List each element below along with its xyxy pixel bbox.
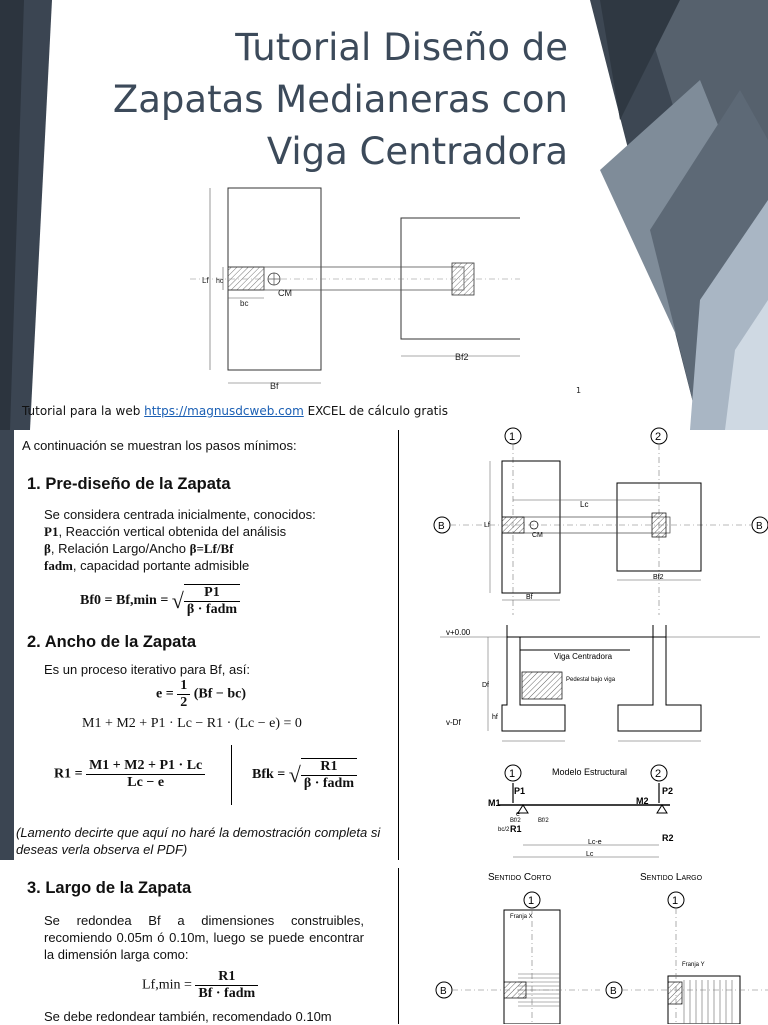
subtitle-prefix: Tutorial para la web — [22, 404, 141, 418]
slide-lf-label: Lf — [202, 276, 209, 285]
slide-bf-label: Bf — [270, 381, 279, 391]
slide-title-line-3: Viga Centradora — [266, 130, 568, 173]
left-decorative-strip — [0, 430, 14, 860]
bf-half-label-2: Bf/2 — [538, 818, 549, 824]
p2-label: P2 — [662, 786, 674, 796]
slide-bf2-label: Bf2 — [455, 352, 469, 362]
axis-2-label: 2 — [655, 431, 662, 443]
title-slide — [0, 0, 768, 430]
fadm-symbol: fadm — [44, 558, 73, 573]
viga-label: Viga Centradora — [554, 652, 613, 661]
df-label: Df — [482, 682, 489, 689]
website-link[interactable]: https://magnusdcweb.com — [144, 404, 304, 418]
sentido-corto-label: Sentido Corto — [488, 872, 552, 883]
sentido-largo-label: Sentido Largo — [640, 872, 703, 883]
formula-bf0-num: P1 — [184, 585, 240, 602]
level-bottom-label: v-Df — [446, 718, 461, 727]
slide-title-line-2: Zapatas Medianeras con — [112, 78, 568, 121]
formula-lf — [142, 969, 258, 1002]
bf2-label: Bf2 — [653, 574, 664, 581]
m2-label: M2 — [636, 796, 649, 806]
formula-lf-num: R1 — [195, 969, 258, 986]
formula-lf-den: Bf · fadm — [198, 986, 256, 1001]
step1-heading: 1. Pre-diseño de la Zapata — [27, 475, 231, 493]
p1-description: , Reacción vertical obtenida del análisis — [58, 524, 287, 539]
model-axis-2: 2 — [655, 768, 662, 780]
slide-title — [48, 22, 568, 178]
franja-y-label: Franja Y — [682, 962, 705, 968]
structural-diagram — [400, 425, 768, 865]
strip-axis-b-right: B — [610, 986, 617, 997]
lc-label: Lc — [580, 500, 589, 509]
fadm-description: , capacidad portante admisible — [72, 558, 250, 573]
slide-hc-label: hc — [216, 278, 224, 285]
formula-lf-lhs: Lf,min = — [142, 977, 192, 993]
beta-description: , Relación Largo/Ancho — [50, 541, 190, 556]
step3-last-line: Se debe redondear también, recomendado 0.10m — [44, 1009, 332, 1024]
step2-heading: 2. Ancho de la Zapata — [27, 633, 197, 651]
step1-body — [44, 506, 384, 574]
modelo-label: Modelo Estructural — [552, 767, 628, 777]
model-axis-1: 1 — [509, 768, 516, 780]
pedestal-label: Pedestal bajo viga — [566, 677, 616, 683]
formula-moment: M1 + M2 + P1 · Lc − R1 · (Lc − e) = 0 — [82, 716, 302, 731]
slide-title-line-1: Tutorial Diseño de — [235, 26, 568, 69]
subtitle-suffix: EXCEL de cálculo gratis — [307, 404, 448, 418]
formula-bfk-lhs: Bfk = — [252, 767, 286, 783]
axis-1-label: 1 — [509, 431, 516, 443]
formula-bf0: Bf0 = Bf,min = √ $\frac{P1}{\text{β · fadm}}$ — [80, 584, 240, 618]
axis-b-left-label: B — [438, 521, 445, 532]
lc-model-label: Lc — [586, 851, 594, 858]
formula-bfk-den: β · fadm — [303, 776, 354, 791]
beta-equation: β=Lf/Bf — [189, 541, 234, 556]
formula-e-lhs: e = — [156, 686, 174, 702]
formula-r1-den: Lc − e — [127, 775, 165, 790]
note-text: (Lamento decirte que aquí no haré la demostración completa si deseas verla observa el PDF) — [16, 825, 381, 857]
bf-half-label-1: Bf/2 — [510, 818, 521, 824]
franja-x-label: Franja X — [510, 914, 533, 920]
formula-e — [156, 678, 246, 711]
column-separator-2 — [398, 868, 399, 1024]
p1-symbol: P1 — [44, 524, 59, 539]
formula-e-num: 1 — [177, 678, 190, 695]
strip-diagram — [400, 866, 768, 1024]
formula-bfk-num: R1 — [301, 759, 357, 776]
formula-bf0-den: β · fadm — [186, 602, 238, 617]
bc-half-label: bc/2 — [498, 827, 510, 833]
step3-heading: 3. Largo de la Zapata — [27, 879, 192, 897]
intro-text: A continuación se muestran los pasos mínimos: — [22, 438, 297, 453]
formula-e-rhs: (Bf − bc) — [193, 686, 247, 702]
m1-label: M1 — [488, 798, 501, 808]
formula-r1-lhs: R1 = — [54, 766, 83, 782]
formula-divider — [231, 745, 232, 805]
r2-label: R2 — [662, 833, 674, 843]
column-separator-1 — [398, 430, 399, 860]
formula-r1 — [54, 758, 205, 791]
bf-label: Bf — [526, 594, 533, 601]
r1-label: R1 — [510, 824, 522, 834]
level-top-label: v+0.00 — [446, 628, 471, 637]
formula-r1-num: M1 + M2 + P1 · Lc — [86, 758, 205, 775]
cm-label: CM — [532, 532, 543, 539]
slide-subtitle — [22, 404, 448, 418]
slide-page-number: 1 — [576, 386, 582, 395]
p1-label: P1 — [514, 786, 526, 796]
footing-plan-drawing — [190, 178, 520, 393]
e-label: e — [516, 811, 520, 818]
strip-axis-b-left: B — [440, 986, 447, 997]
step2-line1: Es un proceso iterativo para Bf, así: — [44, 662, 250, 677]
lf-label: Lf — [484, 522, 490, 529]
formula-bfk: Bfk = √ $\frac{R1}{\text{β · fadm}}$ — [252, 758, 357, 792]
beta-symbol: β — [44, 541, 51, 556]
formula-bf0-lhs: Bf0 = Bf,min = — [80, 593, 169, 609]
slide-bc-label: bc — [240, 299, 249, 308]
formula-e-den: 2 — [180, 695, 188, 710]
hf-label: hf — [492, 714, 498, 721]
strip-axis-1-left: 1 — [528, 895, 535, 907]
axis-b-right-label: B — [756, 521, 763, 532]
step1-line1: Se considera centrada inicialmente, conocidos: — [44, 507, 316, 522]
slide-cm-label: CM — [278, 288, 292, 298]
strip-axis-1-right: 1 — [672, 895, 679, 907]
step3-paragraph: Se redondea Bf a dimensiones construibles, recomiendo 0.05m ó 0.10m, luego se puede encontrar la dimensión larga como: — [44, 913, 364, 962]
lce-label: Lc-e — [588, 839, 602, 846]
